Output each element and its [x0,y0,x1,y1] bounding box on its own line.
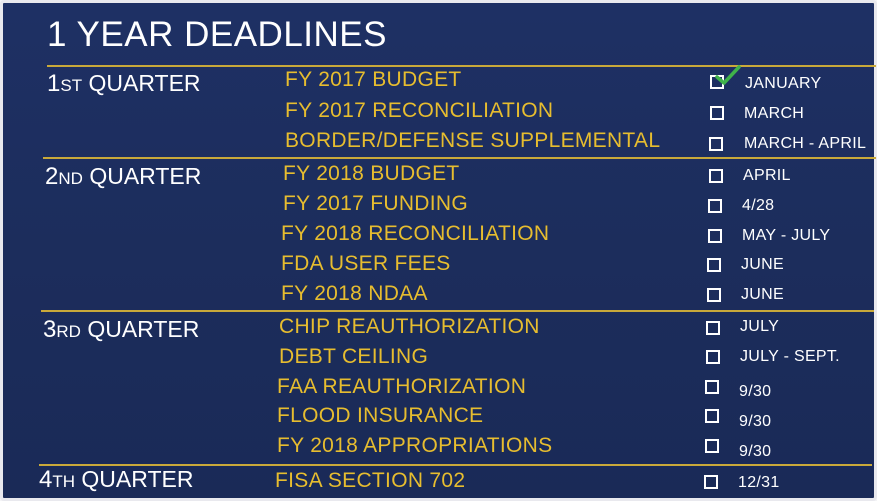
deadline-date: 9/30 [739,443,772,460]
divider [47,65,876,67]
quarter-label: 3RD QUARTER [43,316,200,343]
deadline-item: FAA REAUTHORIZATION [277,375,527,398]
deadline-item: FY 2017 BUDGET [285,68,462,91]
checkbox[interactable] [709,169,723,183]
checkbox[interactable] [706,350,720,364]
quarter-label: 1ST QUARTER [47,70,201,97]
divider [41,310,874,312]
deadline-date: JUNE [741,256,784,273]
deadline-item: FY 2018 NDAA [281,282,428,305]
deadline-date: MARCH - APRIL [744,135,867,152]
checkbox[interactable] [708,229,722,243]
deadline-item: FY 2018 RECONCILIATION [281,222,550,245]
checkbox[interactable] [705,409,719,423]
checkbox[interactable] [709,137,723,151]
deadline-date: JULY - SEPT. [740,348,840,365]
checkbox[interactable] [705,439,719,453]
deadline-item: CHIP REAUTHORIZATION [279,315,540,338]
checkbox[interactable] [706,321,720,335]
deadline-date: 4/28 [742,197,775,214]
quarter-label: 2ND QUARTER [45,163,202,190]
checkbox[interactable] [710,106,724,120]
checkbox[interactable] [708,199,722,213]
deadline-item: FY 2017 FUNDING [283,192,468,215]
deadline-item: FLOOD INSURANCE [277,404,484,427]
deadline-item: FDA USER FEES [281,252,451,275]
quarter-label: 4TH QUARTER [39,466,194,493]
deadline-date: 9/30 [739,413,772,430]
deadline-item: FY 2018 APPROPRIATIONS [277,434,553,457]
deadline-date: JULY [740,318,780,335]
checkbox[interactable] [705,380,719,394]
deadline-item: FISA SECTION 702 [275,469,466,492]
deadline-date: JUNE [741,286,784,303]
deadline-item: FY 2017 RECONCILIATION [285,99,554,122]
deadline-date: JANUARY [745,75,822,92]
divider [43,157,876,159]
deadline-date: MAY - JULY [742,227,831,244]
checkbox[interactable] [707,258,721,272]
deadline-date: 9/30 [739,383,772,400]
deadline-item: FY 2018 BUDGET [283,162,460,185]
deadline-item: BORDER/DEFENSE SUPPLEMENTAL [285,129,661,152]
deadline-date: 12/31 [738,474,780,491]
page-title: 1 YEAR DEADLINES [47,15,387,54]
checkmark-icon [715,65,741,87]
checkbox[interactable] [704,475,718,489]
deadline-item: DEBT CEILING [279,345,429,368]
deadline-date: MARCH [744,105,805,122]
deadline-date: APRIL [743,167,791,184]
checkbox[interactable] [707,288,721,302]
